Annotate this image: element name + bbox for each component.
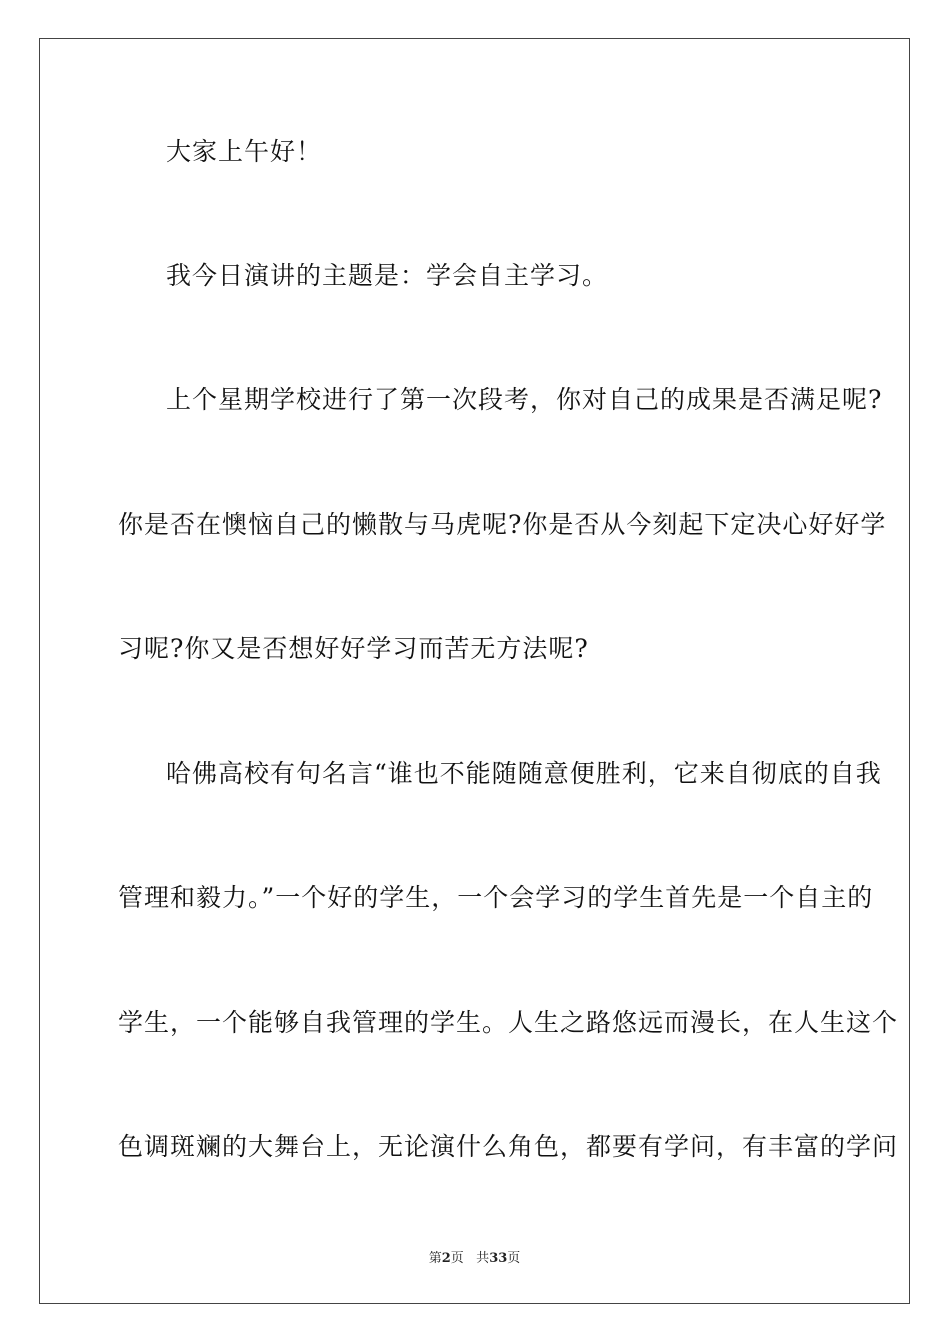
paragraph-line-3: 上个星期学校进行了第一次段考，你对自己的成果是否满足呢? (166, 385, 883, 414)
document-page (39, 38, 910, 1304)
paragraph-line-1: 大家上午好！ (166, 137, 323, 166)
total-suffix: 页 (507, 1251, 521, 1266)
total-pages: 33 (489, 1251, 508, 1266)
page-number: 2 (441, 1251, 451, 1266)
paragraph-line-8: 学生，一个能够自我管理的学生。人生之路悠远而漫长，在人生这个 (118, 1008, 899, 1037)
paragraph-line-2: 我今日演讲的主题是：学会自主学习。 (166, 261, 609, 290)
paragraph-line-5: 习呢?你又是否想好好学习而苦无方法呢? (118, 634, 589, 663)
page-suffix: 页 (450, 1251, 464, 1266)
total-prefix: 共 (476, 1251, 490, 1266)
paragraph-line-6: 哈佛高校有句名言“谁也不能随随意便胜利，它来自彻底的自我 (166, 759, 882, 788)
paragraph-line-4: 你是否在懊恼自己的懒散与马虎呢?你是否从今刻起下定决心好好学 (118, 510, 887, 539)
paragraph-line-9: 色调斑斓的大舞台上，无论演什么角色，都要有学问，有丰富的学问 (118, 1132, 899, 1161)
page-footer (40, 1247, 909, 1266)
paragraph-line-7: 管理和毅力。”一个好的学生，一个会学习的学生首先是一个自主的 (118, 883, 874, 912)
page-prefix: 第 (428, 1251, 442, 1266)
